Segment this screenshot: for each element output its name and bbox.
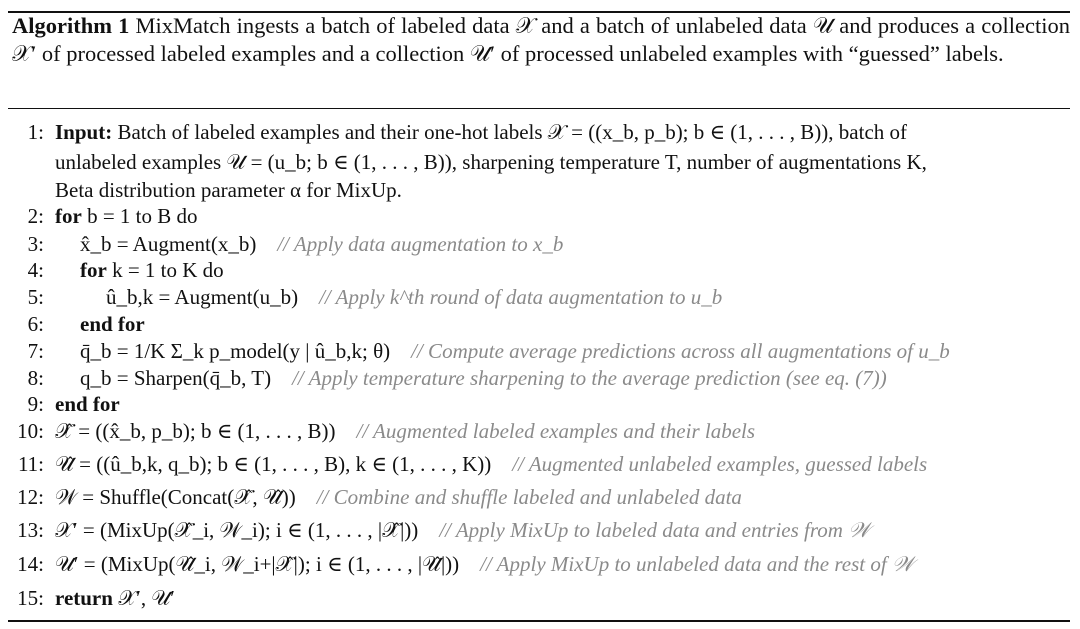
line-content bbox=[55, 203, 198, 230]
code-text: q̄_b = 1/K Σ_k p_model(y | û_b,k; θ) bbox=[80, 339, 391, 363]
line-number: 15: bbox=[17, 586, 44, 610]
line-number: 10: bbox=[17, 419, 44, 443]
line-content bbox=[55, 517, 870, 544]
algorithm-caption bbox=[12, 12, 1070, 68]
bottom-rule bbox=[8, 620, 1070, 622]
keyword: for bbox=[80, 258, 107, 282]
code-text: q_b = Sharpen(q̄_b, T) bbox=[80, 366, 272, 390]
algorithm-label: Algorithm 1 bbox=[12, 13, 130, 38]
keyword: end for bbox=[55, 392, 120, 416]
line-number: 9: bbox=[27, 392, 44, 416]
line-content bbox=[55, 585, 175, 612]
comment: // Combine and shuffle labeled and unlabeled data bbox=[316, 485, 742, 509]
line-content bbox=[106, 284, 722, 311]
line-number: 4: bbox=[27, 258, 44, 282]
line-content bbox=[55, 418, 755, 445]
comment: // Apply k^th round of data augmentation to u_b bbox=[319, 285, 723, 309]
keyword: end for bbox=[80, 312, 145, 336]
caption-rule bbox=[8, 108, 1070, 109]
code-text: 𝒲 = Shuffle(Concat(𝒳̂, 𝒰̂)) bbox=[55, 485, 296, 509]
code-text: x̂_b = Augment(x_b) bbox=[80, 232, 257, 256]
keyword: Input: bbox=[55, 120, 113, 144]
comment: // Apply MixUp to labeled data and entries from 𝒲 bbox=[439, 518, 871, 542]
line-content bbox=[55, 451, 927, 478]
line-content bbox=[55, 119, 907, 146]
code-text: Batch of labeled examples and their one-hot labels 𝒳 = ((x_b, p_b); b ∈ (1, . . . , B)), batch of bbox=[117, 120, 908, 144]
code-text: 𝒰′ = (MixUp(𝒰̂_i, 𝒲_i+|𝒳̂|); i ∈ (1, . . . , |𝒰̂|)) bbox=[55, 552, 460, 576]
comment: // Compute average predictions across all augmentations of u_b bbox=[411, 339, 950, 363]
line-content bbox=[80, 311, 145, 338]
line-number: 13: bbox=[17, 518, 44, 542]
line-number: 14: bbox=[17, 552, 44, 576]
line-number: 2: bbox=[27, 204, 44, 228]
line-content bbox=[80, 231, 563, 258]
caption-text: MixMatch ingests a batch of labeled data 𝒳 and a batch of unlabeled data 𝒰 and produces a collection 𝒳′ of processed labeled examples and a collection 𝒰′ of processed unlabeled examples with “guessed” labels. bbox=[12, 13, 1071, 66]
comment: // Apply data augmentation to x_b bbox=[277, 232, 564, 256]
line-content bbox=[80, 338, 950, 365]
comment: // Apply MixUp to unlabeled data and the rest of 𝒲 bbox=[480, 552, 914, 576]
comment: // Augmented unlabeled examples, guessed labels bbox=[512, 452, 928, 476]
line-number: 8: bbox=[27, 366, 44, 390]
code-text: b = 1 to B do bbox=[87, 204, 198, 228]
line-number: 1: bbox=[27, 120, 44, 144]
algorithm-line-1-cont-a: unlabeled examples 𝒰 = (u_b; b ∈ (1, . . . , B)), sharpening temperature T, number of augmentations K, bbox=[55, 150, 927, 174]
code-text: k = 1 to K do bbox=[112, 258, 224, 282]
line-number: 11: bbox=[17, 452, 44, 476]
comment: // Augmented labeled examples and their labels bbox=[356, 419, 756, 443]
line-number: 5: bbox=[27, 285, 44, 309]
line-content bbox=[55, 551, 914, 578]
code-text: 𝒰̂ = ((û_b,k, q_b); b ∈ (1, . . . , B), k ∈ (1, . . . , K)) bbox=[55, 452, 492, 476]
code-text: 𝒳′ = (MixUp(𝒳̂_i, 𝒲_i); i ∈ (1, . . . , |𝒳̂|)) bbox=[55, 518, 419, 542]
algorithm-line-1-cont-b: Beta distribution parameter α for MixUp. bbox=[55, 178, 402, 202]
line-content bbox=[55, 391, 120, 418]
line-number: 12: bbox=[17, 485, 44, 509]
line-number: 3: bbox=[27, 232, 44, 256]
code-text: 𝒳̂ = ((x̂_b, p_b); b ∈ (1, . . . , B)) bbox=[55, 419, 336, 443]
line-content bbox=[55, 484, 742, 511]
keyword: return bbox=[55, 586, 113, 610]
keyword: for bbox=[55, 204, 82, 228]
line-number: 6: bbox=[27, 312, 44, 336]
code-text: û_b,k = Augment(u_b) bbox=[106, 285, 299, 309]
line-number: 7: bbox=[27, 339, 44, 363]
line-content bbox=[80, 365, 887, 392]
line-content bbox=[80, 257, 224, 284]
comment: // Apply temperature sharpening to the average prediction (see eq. (7)) bbox=[292, 366, 887, 390]
code-text: 𝒳′, 𝒰′ bbox=[118, 586, 175, 610]
